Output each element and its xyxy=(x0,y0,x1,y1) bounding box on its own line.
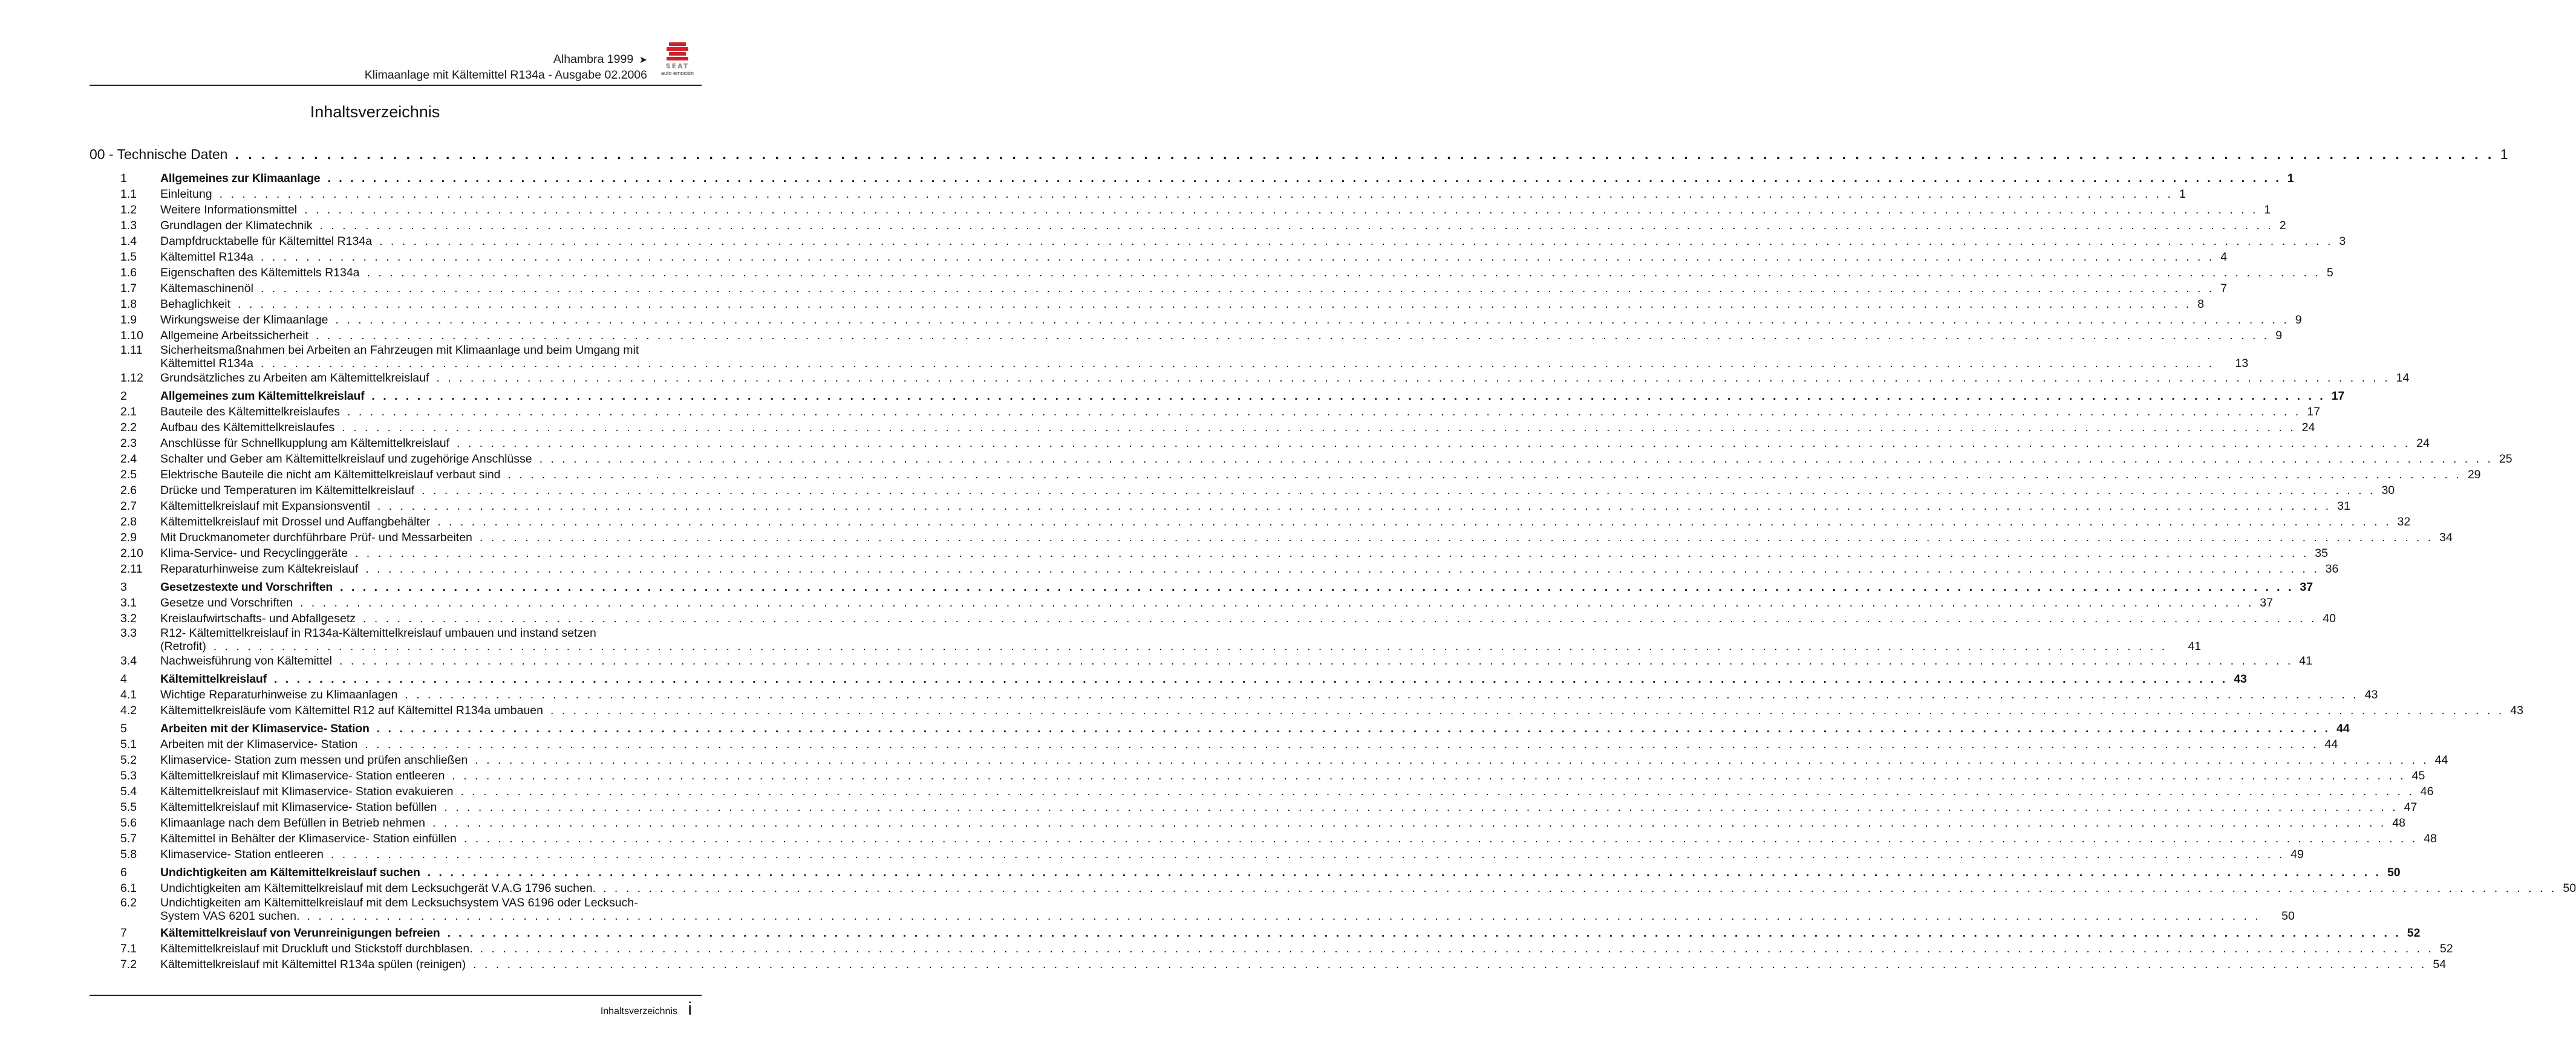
footer-page-number: i xyxy=(688,999,692,1019)
header-subtitle: Klimaanlage mit Kältemittel R134a - Ausgabe 02.2006 xyxy=(364,68,647,82)
entry-page: 24 xyxy=(2301,421,2315,434)
entry-number: 2.1 xyxy=(120,405,137,418)
toc-entry[interactable] xyxy=(90,561,2339,577)
dot-leader xyxy=(457,435,2410,451)
entry-page: 25 xyxy=(2499,452,2512,466)
entry-title: Behaglichkeit xyxy=(160,298,230,311)
entry-content xyxy=(160,626,2201,653)
dot-leader xyxy=(444,799,2398,815)
dot-leader xyxy=(235,146,2494,163)
entry-number: 1.11 xyxy=(120,343,143,357)
entry-page: 35 xyxy=(2315,547,2328,560)
entry-title: Allgemeine Arbeitssicherheit xyxy=(160,329,308,342)
toc-entry[interactable] xyxy=(90,435,2430,451)
dot-leader xyxy=(473,957,2427,972)
toc-entry[interactable] xyxy=(90,186,2186,202)
toc-section-heading[interactable] xyxy=(90,171,2294,186)
entry-page: 43 xyxy=(2510,704,2523,717)
dot-leader xyxy=(464,831,2418,847)
section-title: Arbeiten mit der Klimaservice- Station xyxy=(160,722,370,735)
toc-entry[interactable] xyxy=(90,815,2405,831)
dot-leader xyxy=(432,815,2386,831)
entry-number: 3.3 xyxy=(120,626,137,640)
entry-title: Schalter und Geber am Kältemittelkreislauf und zugehörige Anschlüsse xyxy=(160,452,532,466)
section-page: 43 xyxy=(2234,672,2247,686)
entry-number: 2.2 xyxy=(120,421,137,434)
entry-number: 5.2 xyxy=(120,753,137,767)
section-page: 52 xyxy=(2407,926,2421,940)
entry-title: Einleitung xyxy=(160,187,212,201)
entry-page: 17 xyxy=(2307,405,2320,418)
entry-title: Sicherheitsmaßnahmen bei Arbeiten an Fahrzeugen mit Klimaanlage und beim Umgang mit xyxy=(160,343,639,357)
entry-number: 2.7 xyxy=(120,499,137,513)
entry-number: 1.1 xyxy=(120,187,137,201)
chapter-title: 00 - Technische Daten xyxy=(90,146,228,162)
dot-leader xyxy=(367,265,2321,281)
entry-title: Kältemittel R134a xyxy=(160,250,253,264)
entry-title: Wichtige Reparaturhinweise zu Klimaanlagen xyxy=(160,688,398,701)
entry-title: Eigenschaften des Kältemittels R134a xyxy=(160,266,360,279)
entry-page: 1 xyxy=(2264,203,2271,216)
entry-title: Gesetze und Vorschriften xyxy=(160,596,293,610)
entry-number: 1.3 xyxy=(120,219,137,232)
entry-number: 7.2 xyxy=(120,958,137,971)
header-divider xyxy=(90,85,702,86)
dot-leader xyxy=(342,420,2295,435)
entry-number: 5.4 xyxy=(120,785,137,798)
dot-leader xyxy=(371,388,2325,404)
dot-leader xyxy=(347,404,2301,420)
entry-number: 1.2 xyxy=(120,203,137,216)
toc-entry[interactable] xyxy=(90,545,2328,561)
entry-title: Undichtigkeiten am Kältemittelkreislauf mit dem Lecksuchsystem VAS 6196 oder Lecksuch- xyxy=(160,896,638,909)
dot-leader xyxy=(316,328,2269,343)
seat-logo xyxy=(653,41,702,77)
toc-entry[interactable] xyxy=(90,249,2228,265)
entry-page: 47 xyxy=(2404,801,2418,814)
toc-entry[interactable] xyxy=(90,831,2437,847)
entry-title: Klima-Service- und Recyclinggeräte xyxy=(160,547,348,560)
toc-section-heading[interactable] xyxy=(90,721,2350,736)
dot-leader xyxy=(340,579,2294,595)
dot-leader xyxy=(238,296,2191,312)
running-header xyxy=(365,52,647,83)
entry-title-continued: System VAS 6201 suchen. xyxy=(160,909,300,923)
toc-entry[interactable] xyxy=(90,498,2350,514)
toc-entry[interactable] xyxy=(90,752,2448,768)
entry-title: Klimaanlage nach dem Befüllen in Betrieb nehmen xyxy=(160,816,425,830)
entry-page: 3 xyxy=(2339,235,2346,248)
entry-number: 3.4 xyxy=(120,654,137,668)
dot-leader xyxy=(319,218,2273,233)
toc-entry[interactable] xyxy=(90,784,2434,799)
entry-page: 50 xyxy=(2563,882,2576,895)
toc-entry[interactable] xyxy=(90,653,2312,669)
entry-title: Anschlüsse für Schnellkupplung am Kältemittelkreislauf xyxy=(160,437,449,450)
toc-section-heading[interactable] xyxy=(90,865,2401,880)
toc-section-heading[interactable] xyxy=(90,671,2247,687)
toc-entry[interactable] xyxy=(90,957,2447,972)
toc-entry[interactable] xyxy=(90,514,2411,530)
dot-leader xyxy=(339,653,2293,669)
section-page: 50 xyxy=(2387,866,2401,879)
dot-leader xyxy=(335,312,2289,328)
entry-number: 2.9 xyxy=(120,531,137,544)
toc-section xyxy=(90,865,2576,923)
entry-title: Weitere Informationsmittel xyxy=(160,203,298,216)
section-page: 17 xyxy=(2331,389,2345,403)
toc-section-heading[interactable] xyxy=(90,388,2345,404)
section-number: 1 xyxy=(120,172,127,185)
entry-title-continued-line xyxy=(160,357,2248,370)
entry-title: Kältemittelkreislauf mit Expansionsventil xyxy=(160,499,370,513)
entry-number: 5.5 xyxy=(120,801,137,814)
entry-number: 2.6 xyxy=(120,484,137,497)
entry-title: Kältemittelkreislauf mit Klimaservice- Station evakuieren xyxy=(160,785,454,798)
entry-title: Bauteile des Kältemittelkreislaufes xyxy=(160,405,340,418)
entry-number: 1.4 xyxy=(120,235,137,248)
entry-number: 2.11 xyxy=(120,562,143,576)
entry-page: 48 xyxy=(2424,832,2437,845)
entry-title: Drücke und Temperaturen im Kältemittelkreislauf xyxy=(160,484,415,497)
entry-number: 1.10 xyxy=(120,329,143,342)
entry-title: Kältemaschinenöl xyxy=(160,282,253,295)
entry-title: Grundsätzliches zu Arbeiten am Kältemittelkreislauf xyxy=(160,371,429,385)
toc-entry[interactable] xyxy=(90,611,2336,626)
entry-number: 5.7 xyxy=(120,832,137,845)
entry-page: 34 xyxy=(2439,531,2453,544)
section-title: Allgemeines zum Kältemittelkreislauf xyxy=(160,389,365,403)
entry-page: 30 xyxy=(2381,484,2395,497)
entry-number: 2.8 xyxy=(120,515,137,528)
section-number: 3 xyxy=(120,580,127,594)
entry-number: 4.2 xyxy=(120,704,137,717)
entry-page: 24 xyxy=(2416,437,2430,450)
section-page: 37 xyxy=(2300,580,2314,594)
entry-number: 1.5 xyxy=(120,250,137,264)
dot-leader xyxy=(355,545,2309,561)
entry-page: 14 xyxy=(2396,371,2410,385)
entry-title: Undichtigkeiten am Kältemittelkreislauf mit dem Lecksuchgerät V.A.G 1796 suchen. xyxy=(160,882,596,895)
dot-leader xyxy=(327,171,2281,186)
toc-entry[interactable] xyxy=(90,626,2202,653)
page-title: Inhaltsverzeichnis xyxy=(310,103,440,121)
entry-page: 36 xyxy=(2325,562,2339,576)
section-title: Undichtigkeiten am Kältemittelkreislauf suchen xyxy=(160,866,420,879)
entry-page: 8 xyxy=(2197,298,2205,311)
entry-title: Arbeiten mit der Klimaservice- Station xyxy=(160,738,358,751)
dot-leader xyxy=(436,370,2390,386)
toc-section xyxy=(90,171,2410,386)
toc-entry[interactable] xyxy=(90,328,2283,343)
logo-wordmark: SEAT xyxy=(665,62,690,70)
entry-number: 5.1 xyxy=(120,738,137,751)
toc-entry[interactable] xyxy=(90,404,2320,420)
entry-page: 9 xyxy=(2295,313,2302,327)
entry-page: 41 xyxy=(2188,640,2202,653)
entry-title: Reparaturhinweise zum Kältekreislauf xyxy=(160,562,359,576)
toc-entry[interactable] xyxy=(90,941,2453,957)
footer-label: Inhaltsverzeichnis xyxy=(600,1006,677,1016)
toc-chapter[interactable] xyxy=(90,146,2508,168)
entry-page: 46 xyxy=(2420,785,2434,798)
entry-title: Nachweisführung von Kältemittel xyxy=(160,654,332,668)
footer-divider xyxy=(90,995,702,996)
section-number: 6 xyxy=(120,866,127,879)
entry-page: 41 xyxy=(2299,654,2312,668)
dot-leader xyxy=(220,186,2173,202)
entry-page: 32 xyxy=(2397,515,2411,528)
dot-leader xyxy=(460,784,2414,799)
dot-leader xyxy=(540,451,2493,467)
entry-number: 2.10 xyxy=(120,547,143,560)
dot-leader xyxy=(214,640,2167,653)
toc-section xyxy=(90,388,2512,577)
toc-section xyxy=(90,579,2336,669)
entry-title: Kältemittelkreisläufe vom Kältemittel R12 auf Kältemittel R134a umbauen xyxy=(160,704,543,717)
toc-entry[interactable] xyxy=(90,296,2205,312)
entry-page: 9 xyxy=(2275,329,2283,342)
entry-page: 37 xyxy=(2260,596,2273,610)
section-page: 1 xyxy=(2287,172,2294,185)
header-model: Alhambra 1999 xyxy=(553,53,634,66)
entry-page: 29 xyxy=(2467,468,2481,481)
logo-tagline: auto emoción xyxy=(660,70,694,76)
entry-number: 5.6 xyxy=(120,816,137,830)
toc-entry[interactable] xyxy=(90,768,2425,784)
entry-page: 54 xyxy=(2433,958,2447,971)
dot-leader xyxy=(365,561,2319,577)
entry-title: Kältemittelkreislauf mit Drossel und Auffangbehälter xyxy=(160,515,431,528)
entry-number: 1.7 xyxy=(120,282,137,295)
toc-section-heading[interactable] xyxy=(90,579,2314,595)
toc-section xyxy=(90,721,2448,862)
toc-entry[interactable] xyxy=(90,218,2286,233)
entry-content xyxy=(160,343,2248,370)
entry-title: Kreislaufwirtschafts- und Abfallgesetz xyxy=(160,612,356,625)
toc-entry[interactable] xyxy=(90,467,2481,483)
toc-entry[interactable] xyxy=(90,530,2453,545)
toc-entry[interactable] xyxy=(90,451,2512,467)
entry-page: 40 xyxy=(2323,612,2336,625)
entry-number: 3.2 xyxy=(120,612,137,625)
dot-leader xyxy=(363,611,2317,626)
dot-leader xyxy=(405,687,2358,703)
seat-emblem-icon xyxy=(653,41,702,63)
toc-sections xyxy=(90,171,2576,972)
entry-page: 48 xyxy=(2392,816,2405,830)
toc-entry[interactable] xyxy=(90,847,2304,862)
dot-leader xyxy=(261,249,2214,265)
dot-leader xyxy=(603,880,2557,896)
toc-entry[interactable] xyxy=(90,312,2302,328)
dot-leader xyxy=(261,357,2214,370)
entry-number: 5.3 xyxy=(120,769,137,782)
dot-leader xyxy=(447,925,2401,941)
toc-section xyxy=(90,925,2453,972)
toc-entry[interactable] xyxy=(90,202,2271,218)
dot-leader xyxy=(274,671,2228,687)
dot-leader xyxy=(475,752,2428,768)
entry-title: R12- Kältemittelkreislauf in R134a-Kältemittelkreislauf umbauen und instand setzen xyxy=(160,626,596,640)
entry-page: 13 xyxy=(2235,357,2249,370)
section-number: 4 xyxy=(120,672,127,686)
entry-number: 6.2 xyxy=(120,896,137,909)
dot-leader xyxy=(377,498,2331,514)
toc-entry[interactable] xyxy=(90,880,2576,896)
entry-title: Elektrische Bauteile die nicht am Kältemittelkreislauf verbaut sind xyxy=(160,468,501,481)
entry-content xyxy=(160,896,2295,923)
entry-number: 5.8 xyxy=(120,848,137,861)
entry-page: 5 xyxy=(2326,266,2333,279)
entry-title: Klimaservice- Station entleeren xyxy=(160,848,324,861)
entry-number: 1.6 xyxy=(120,266,137,279)
entry-title-continued: (Retrofit) xyxy=(160,640,206,653)
chapter-page: 1 xyxy=(2500,146,2508,162)
table-of-contents xyxy=(90,146,2576,975)
entry-page: 49 xyxy=(2291,848,2304,861)
section-title: Kältemittelkreislauf xyxy=(160,672,267,686)
entry-number: 4.1 xyxy=(120,688,137,701)
entry-number: 1.9 xyxy=(120,313,137,327)
entry-title: Dampfdrucktabelle für Kältemittel R134a xyxy=(160,235,373,248)
entry-page: 45 xyxy=(2411,769,2425,782)
toc-entry[interactable] xyxy=(90,343,2249,370)
dot-leader xyxy=(480,530,2433,545)
dot-leader xyxy=(437,514,2391,530)
toc-entry[interactable] xyxy=(90,896,2295,923)
section-title: Allgemeines zur Klimaanlage xyxy=(160,172,321,185)
section-number: 5 xyxy=(120,722,127,735)
dot-leader xyxy=(365,736,2318,752)
entry-page: 43 xyxy=(2364,688,2378,701)
section-page: 44 xyxy=(2336,722,2350,735)
toc-entry[interactable] xyxy=(90,703,2523,718)
dot-leader xyxy=(428,865,2381,880)
entry-number: 1.8 xyxy=(120,298,137,311)
toc-entry[interactable] xyxy=(90,736,2338,752)
entry-title: Kältemittelkreislauf mit Klimaservice- Station entleeren xyxy=(160,769,445,782)
toc-entry[interactable] xyxy=(90,281,2228,296)
arrow-right-icon: ➤ xyxy=(639,55,647,65)
toc-entry[interactable] xyxy=(90,687,2378,703)
entry-number: 2.3 xyxy=(120,437,137,450)
dot-leader xyxy=(550,703,2504,718)
entry-number: 6.1 xyxy=(120,882,137,895)
entry-page: 44 xyxy=(2324,738,2338,751)
toc-entry[interactable] xyxy=(90,483,2395,498)
section-number: 2 xyxy=(120,389,127,403)
entry-page: 52 xyxy=(2439,942,2453,955)
dot-leader xyxy=(300,595,2254,611)
section-title: Gesetzestexte und Vorschriften xyxy=(160,580,333,594)
toc-entry[interactable] xyxy=(90,799,2418,815)
entry-number: 2.5 xyxy=(120,468,137,481)
entry-title: Kältemittelkreislauf mit Druckluft und Stickstoff durchblasen. xyxy=(160,942,473,955)
entry-page: 50 xyxy=(2281,909,2295,923)
entry-page: 44 xyxy=(2434,753,2448,767)
entry-title-continued-line xyxy=(160,640,2201,653)
dot-leader xyxy=(480,941,2434,957)
section-title: Kältemittelkreislauf von Verunreinigungen befreien xyxy=(160,926,440,940)
entry-page: 7 xyxy=(2220,282,2228,295)
entry-number: 3.1 xyxy=(120,596,137,610)
entry-title: Wirkungsweise der Klimaanlage xyxy=(160,313,328,327)
dot-leader xyxy=(261,281,2214,296)
dot-leader xyxy=(331,847,2284,862)
header-model-line xyxy=(365,52,647,68)
entry-title: Mit Druckmanometer durchführbare Prüf- und Messarbeiten xyxy=(160,531,472,544)
toc-section xyxy=(90,671,2523,718)
entry-title: Aufbau des Kältemittelkreislaufes xyxy=(160,421,335,434)
toc-entry[interactable] xyxy=(90,420,2315,435)
entry-number: 7.1 xyxy=(120,942,137,955)
dot-leader xyxy=(304,202,2258,218)
toc-entry[interactable] xyxy=(90,233,2346,249)
entry-page: 1 xyxy=(2179,187,2186,201)
entry-page: 4 xyxy=(2220,250,2228,264)
entry-title: Kältemittelkreislauf mit Klimaservice- Station befüllen xyxy=(160,801,437,814)
entry-number: 1.12 xyxy=(120,371,143,385)
dot-leader xyxy=(307,909,2261,923)
toc-entry[interactable] xyxy=(90,265,2333,281)
entry-title: Klimaservice- Station zum messen und prüfen anschließen xyxy=(160,753,468,767)
toc-section-heading[interactable] xyxy=(90,925,2421,941)
toc-entry[interactable] xyxy=(90,370,2410,386)
entry-title-continued-line xyxy=(160,909,2295,923)
entry-title: Kältemittel in Behälter der Klimaservice- Station einfüllen xyxy=(160,832,457,845)
entry-number: 2.4 xyxy=(120,452,137,466)
dot-leader xyxy=(422,483,2375,498)
dot-leader xyxy=(377,721,2330,736)
entry-page: 2 xyxy=(2279,219,2286,232)
dot-leader xyxy=(452,768,2405,784)
dot-leader xyxy=(379,233,2333,249)
entry-page: 31 xyxy=(2337,499,2350,513)
entry-title-continued: Kältemittel R134a xyxy=(160,357,253,370)
toc-entry[interactable] xyxy=(90,595,2273,611)
section-number: 7 xyxy=(120,926,127,940)
entry-title: Grundlagen der Klimatechnik xyxy=(160,219,313,232)
entry-title: Kältemittelkreislauf mit Kältemittel R134a spülen (reinigen) xyxy=(160,958,466,971)
dot-leader xyxy=(508,467,2462,483)
